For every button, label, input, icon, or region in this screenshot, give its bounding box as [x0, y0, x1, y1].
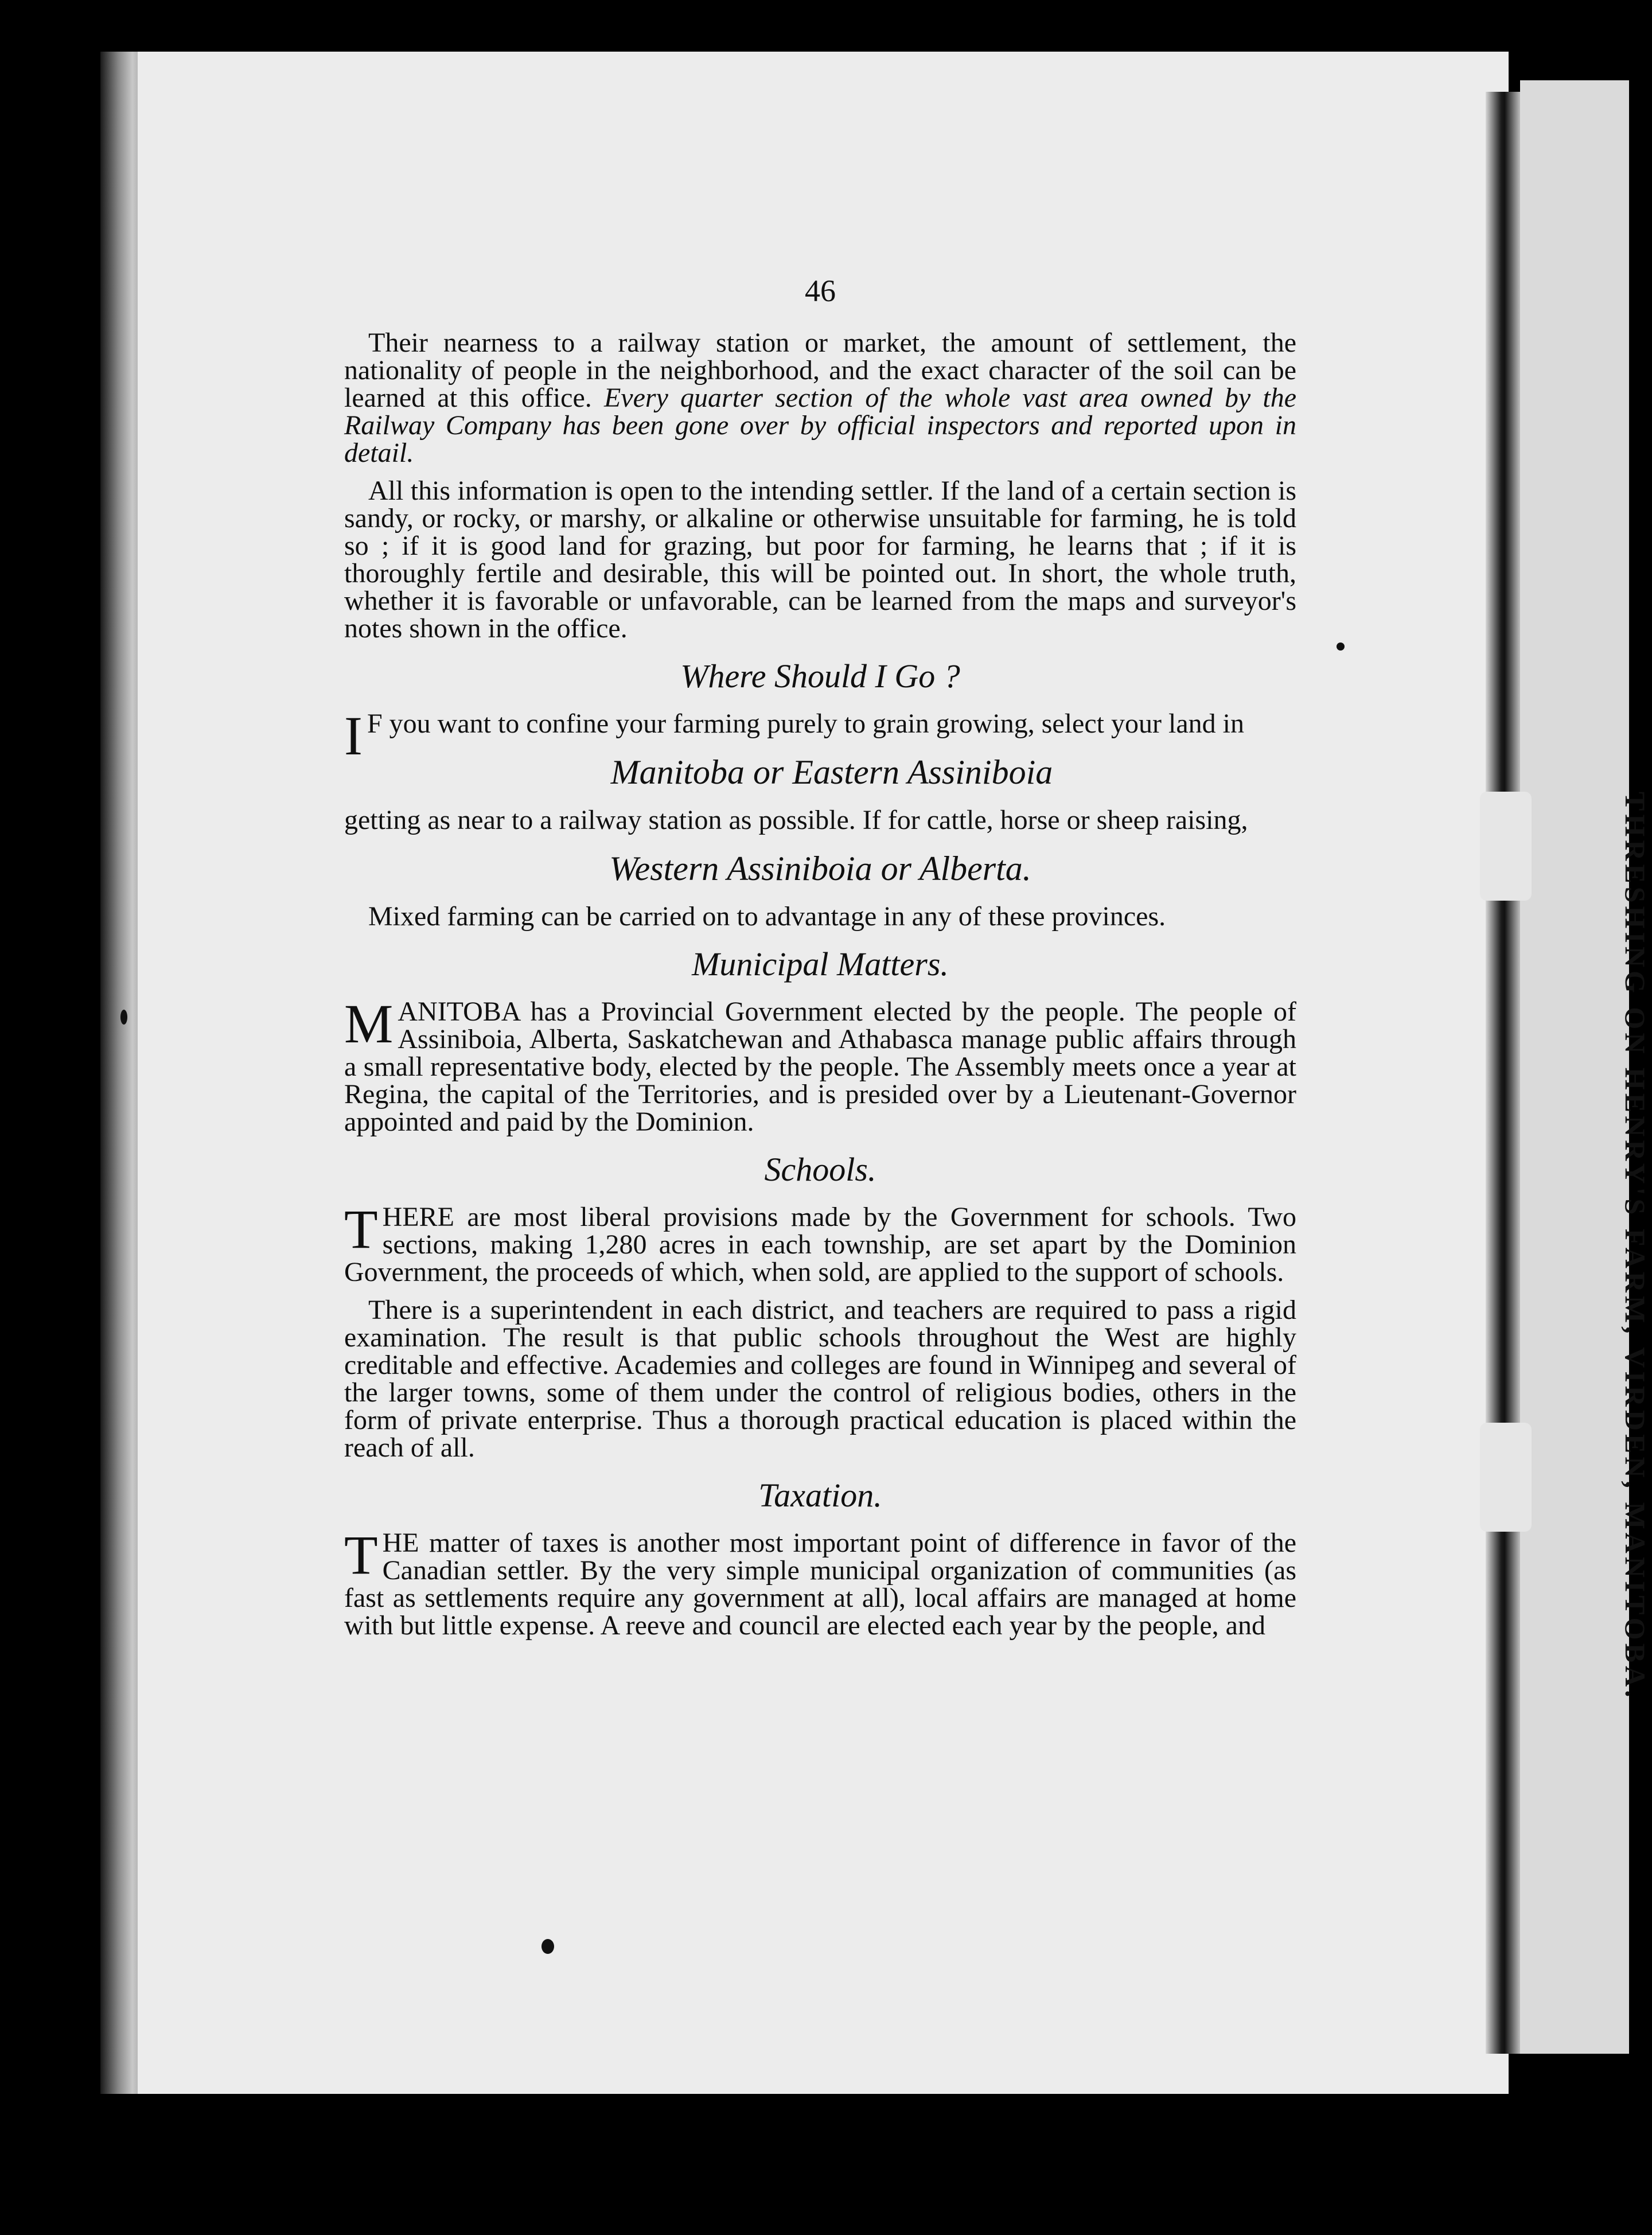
region-heading-1: Manitoba or Eastern Assiniboia	[610, 753, 1053, 791]
heading-municipal: Municipal Matters.	[692, 945, 949, 983]
speck	[541, 1939, 554, 1954]
region-heading-2: Western Assiniboia or Alberta.	[609, 850, 1031, 887]
intro-paragraph-1	[344, 329, 1296, 467]
taxation-text: HE matter of taxes is another most important point of difference in favor of the Canadian settler. By the very simple municipal organization of communities (as fast as settlements require any government at all), local affairs are managed at home with but little expense. A reeve and council are elected each year by the people, and	[344, 1528, 1296, 1641]
drop-cap: I	[344, 705, 363, 766]
heading-taxation: Taxation.	[758, 1477, 882, 1514]
side-caption: THRESHING ON HENRY'S FARM, VIRDEN, MANITOBA.	[1619, 792, 1651, 1701]
intro-paragraph-2: All this information is open to the intending settler. If the land of a certain section is sandy, or rocky, or marshy, or alkaline or otherwise unsuitable for farming, he is told so ; if it is good land for grazing, but poor for farming, he learns that ; if it is thoroughly fertile and desirable, this will be pointed out. In short, the whole truth, whether it is favorable or unfavorable, can be learned from the maps and surveyor's notes shown in the office.	[344, 476, 1296, 644]
municipal-paragraph	[344, 993, 1296, 1137]
drop-cap: M	[344, 993, 393, 1054]
drop-cap: T	[344, 1198, 378, 1260]
speck	[1337, 643, 1345, 651]
page-number: 46	[805, 274, 836, 308]
where-paragraph-3: Mixed farming can be carried on to advantage in any of these provinces.	[368, 901, 1166, 932]
where-paragraph-1	[344, 705, 1296, 766]
page-tab-lower	[1480, 1423, 1532, 1532]
intro-text: Their nearness to a railway station or market, the amount of settlement, the nationality of people in the neighborhood, and the exact character of the soil can be learned at this office.	[344, 328, 1296, 413]
taxation-paragraph	[344, 1524, 1296, 1641]
schools-paragraph-1	[344, 1198, 1296, 1287]
where-paragraph-2: getting as near to a railway station as possible. If for cattle, horse or sheep raising,	[344, 805, 1248, 835]
facing-page	[1520, 80, 1629, 2054]
page-text	[344, 275, 1296, 1650]
page-tab-upper	[1480, 792, 1532, 901]
municipal-text: ANITOBA has a Provincial Government elected by the people. The people of Assiniboia, Alberta, Saskatchewan and Athabasca manage public affairs through a small representative body, elected by the people. The Assembly meets once a year at Regina, the capital of the Territories, and is presided over by a Lieutenant-Governor appointed and paid by the Dominion.	[344, 996, 1296, 1137]
page-fold	[1486, 92, 1520, 2054]
schools-paragraph-2: There is a superintendent in each district, and teachers are required to pass a rigid examination. The result is that public schools throughout the West are highly creditable and effective. Academies and colleges are found in Winnipeg and several of the larger towns, some of them under the control of religious bodies, others in the form of private enterprise. Thus a thorough practical education is placed within the reach of all.	[344, 1295, 1296, 1463]
drop-cap: T	[344, 1524, 378, 1586]
intro-emphasis: Every quarter section of the whole vast area owned by the Railway Company has been gone over by official inspectors and reported upon in detail.	[344, 383, 1296, 468]
heading-schools: Schools.	[764, 1151, 876, 1188]
where-text: F you want to confine your farming purely to grain growing, select your land in	[367, 708, 1244, 739]
heading-where: Where Should I Go ?	[680, 657, 960, 695]
schools-text: HERE are most liberal provisions made by the Government for schools. Two sections, making 1,280 acres in each township, are set apart by the Dominion Government, the proceeds of which, when sold, are applied to the support of schools.	[344, 1202, 1296, 1287]
speck	[120, 1010, 127, 1025]
